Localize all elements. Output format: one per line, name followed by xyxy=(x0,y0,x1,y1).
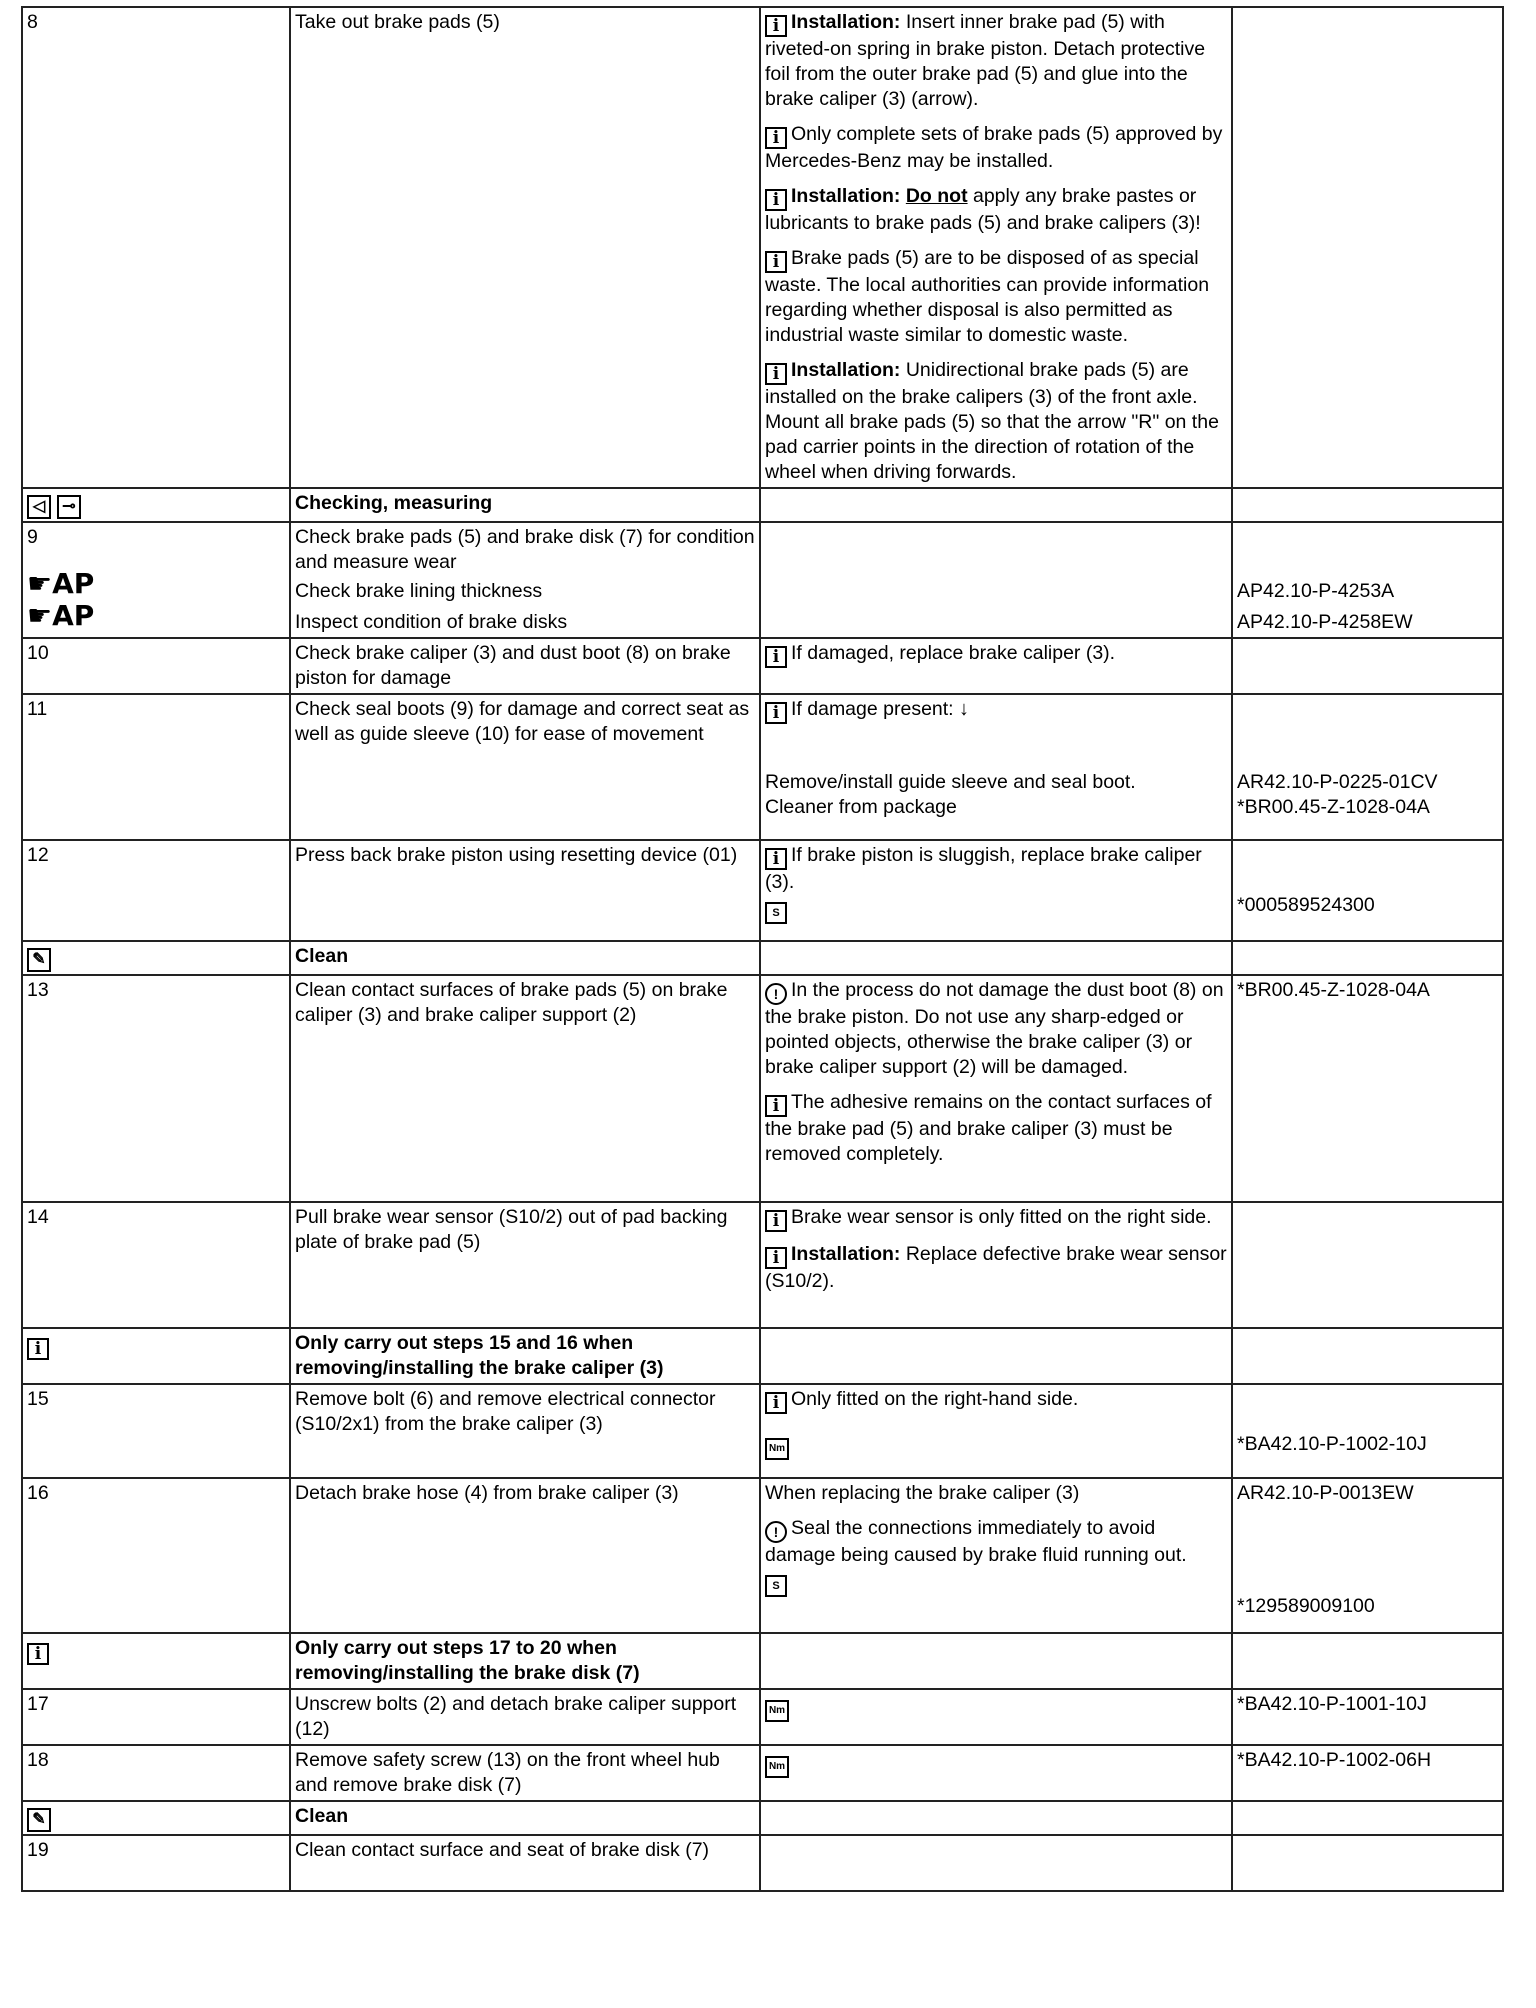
step-notes: ! In the process do not damage the dust boot (8) on the brake piston. Do not use any sharp-edged or pointed objects, otherwise the brake caliper (3) or brake caliper support (2) will be damaged. i The adhesive remains on the contact surfaces of the brake pad (5) and brake caliper (3) must be removed completely. xyxy=(760,975,1232,1202)
arrow-down-icon: ↓ xyxy=(959,698,970,720)
table-row xyxy=(22,7,1503,488)
reference: AR42.10-P-0013EW *129589009100 xyxy=(1232,1478,1503,1633)
reference: *BA42.10-P-1002-10J xyxy=(1232,1384,1503,1478)
pointing-hand-icon: ☛AP xyxy=(27,599,95,632)
step-notes: i If brake piston is sluggish, replace brake caliper (3). S xyxy=(760,840,1232,941)
section-row xyxy=(22,1633,1503,1689)
reference[interactable]: *BR00.45-Z-1028-04A xyxy=(1232,975,1503,1202)
section-title: Only carry out steps 15 and 16 when removing/installing the brake caliper (3) xyxy=(290,1328,760,1384)
info-box-icon: i xyxy=(765,646,787,668)
caution-icon: ! xyxy=(765,983,787,1005)
info-box-icon: i xyxy=(765,1247,787,1269)
special-tool-icon: S xyxy=(765,902,787,924)
section-title: Clean xyxy=(290,1801,760,1835)
step-number: 18 xyxy=(22,1745,290,1801)
section-title: Checking, measuring xyxy=(290,488,760,522)
table-row xyxy=(22,1478,1503,1633)
table-row xyxy=(22,1384,1503,1478)
section-title: Clean xyxy=(290,941,760,975)
info-box-icon: i xyxy=(765,1095,787,1117)
step-number: 8 xyxy=(22,7,290,488)
reference[interactable]: *BA42.10-P-1001-10J xyxy=(1232,1689,1503,1745)
table-row xyxy=(22,522,1503,638)
step-action: Check brake caliper (3) and dust boot (8) on brake piston for damage xyxy=(290,638,760,694)
table-row xyxy=(22,694,1503,840)
step-action: Press back brake piston using resetting device (01) xyxy=(290,840,760,941)
note: i Only complete sets of brake pads (5) approved by Mercedes-Benz may be installed. xyxy=(765,123,1223,172)
step-number: 12 xyxy=(22,840,290,941)
info-box-icon: i xyxy=(765,251,787,273)
table-row xyxy=(22,1835,1503,1891)
step-number: 14 xyxy=(22,1202,290,1328)
torque-icon: Nm xyxy=(765,1700,789,1722)
table-row xyxy=(22,975,1503,1202)
info-box-icon: i xyxy=(27,1643,49,1665)
step-action: Pull brake wear sensor (S10/2) out of pad backing plate of brake pad (5) xyxy=(290,1202,760,1328)
step-action: Check brake pads (5) and brake disk (7) for condition and measure wear Check brake lining thickness Inspect condition of brake disks xyxy=(290,522,760,638)
table-row xyxy=(22,1202,1503,1328)
step-action: Remove bolt (6) and remove electrical connector (S10/2x1) from the brake caliper (3) xyxy=(290,1384,760,1478)
measure-icon: ◁ xyxy=(27,495,51,519)
torque-icon: Nm xyxy=(765,1438,789,1460)
note: i Installation: Unidirectional brake pads (5) are installed on the brake calipers (3) of the front axle. Mount all brake pads (5) so that the arrow "R" on the pad carrier points in the direction of rotation of the wheel when driving forwards. xyxy=(765,359,1219,483)
gauge-icon: ⊸ xyxy=(57,495,81,519)
step-action: Take out brake pads (5) xyxy=(290,7,760,488)
section-title: Only carry out steps 17 to 20 when removing/installing the brake disk (7) xyxy=(290,1633,760,1689)
step-number: 9 ☛AP ☛AP xyxy=(22,522,290,638)
step-number: 13 xyxy=(22,975,290,1202)
procedure-table xyxy=(21,6,1504,1892)
info-box-icon: i xyxy=(765,848,787,870)
note: i Installation: Insert inner brake pad (5) with riveted-on spring in brake piston. Detach protective foil from the outer brake pad (5) and glue into the brake caliper (3) (arrow). xyxy=(765,11,1206,110)
step-number: 16 xyxy=(22,1478,290,1633)
step-notes: i If damage present: ↓ Remove/install guide sleeve and seal boot. Cleaner from package xyxy=(760,694,1232,840)
info-box-icon: i xyxy=(765,702,787,724)
clean-icon: ✎ xyxy=(27,948,51,972)
reference: *000589524300 xyxy=(1232,840,1503,941)
step-number: 11 xyxy=(22,694,290,840)
clean-icon: ✎ xyxy=(27,1808,51,1832)
pointing-hand-icon: ☛AP xyxy=(27,567,95,600)
step-notes xyxy=(760,1745,1232,1801)
torque-icon: Nm xyxy=(765,1756,789,1778)
info-box-icon: i xyxy=(765,1210,787,1232)
step-number: 10 xyxy=(22,638,290,694)
step-number: 15 xyxy=(22,1384,290,1478)
info-box-icon: i xyxy=(27,1338,49,1360)
step-action: Detach brake hose (4) from brake caliper (3) xyxy=(290,1478,760,1633)
step-notes: i Brake wear sensor is only fitted on the right side. i Installation: Replace defective brake wear sensor (S10/2). xyxy=(760,1202,1232,1328)
section-row xyxy=(22,488,1503,522)
step-notes: When replacing the brake caliper (3) ! Seal the connections immediately to avoid damage being caused by brake fluid running out. S xyxy=(760,1478,1232,1633)
step-number: 19 xyxy=(22,1835,290,1891)
step-action: Remove safety screw (13) on the front wheel hub and remove brake disk (7) xyxy=(290,1745,760,1801)
info-box-icon: i xyxy=(765,1392,787,1414)
step-action: Check seal boots (9) for damage and correct seat as well as guide sleeve (10) for ease of movement xyxy=(290,694,760,840)
step-notes: i Only fitted on the right-hand side. Nm xyxy=(760,1384,1232,1478)
reference xyxy=(1232,7,1503,488)
info-box-icon: i xyxy=(765,189,787,211)
note: i Installation: Do not apply any brake pastes or lubricants to brake pads (5) and brake calipers (3)! xyxy=(765,185,1201,234)
section-row xyxy=(22,941,1503,975)
info-box-icon: i xyxy=(765,127,787,149)
step-notes xyxy=(760,7,1232,488)
info-box-icon: i xyxy=(765,15,787,37)
info-box-icon: i xyxy=(765,363,787,385)
step-action: Unscrew bolts (2) and detach brake caliper support (12) xyxy=(290,1689,760,1745)
special-tool-icon: S xyxy=(765,1575,787,1597)
reference: AP42.10-P-4253A AP42.10-P-4258EW xyxy=(1232,522,1503,638)
note: i Brake pads (5) are to be disposed of as special waste. The local authorities can provide information regarding whether disposal is also permitted as industrial waste similar to domestic waste. xyxy=(765,247,1210,346)
step-notes xyxy=(760,1689,1232,1745)
table-row xyxy=(22,638,1503,694)
reference: AR42.10-P-0225-01CV *BR00.45-Z-1028-04A xyxy=(1232,694,1503,840)
table-row xyxy=(22,840,1503,941)
procedure-sheet xyxy=(21,6,1502,1892)
table-row xyxy=(22,1689,1503,1745)
step-action: Clean contact surface and seat of brake disk (7) xyxy=(290,1835,760,1891)
reference[interactable]: *BA42.10-P-1002-06H xyxy=(1232,1745,1503,1801)
step-notes: i If damaged, replace brake caliper (3). xyxy=(760,638,1232,694)
section-row xyxy=(22,1328,1503,1384)
section-row xyxy=(22,1801,1503,1835)
step-number: 17 xyxy=(22,1689,290,1745)
step-action: Clean contact surfaces of brake pads (5) on brake caliper (3) and brake caliper support (2) xyxy=(290,975,760,1202)
table-row xyxy=(22,1745,1503,1801)
caution-icon: ! xyxy=(765,1521,787,1543)
